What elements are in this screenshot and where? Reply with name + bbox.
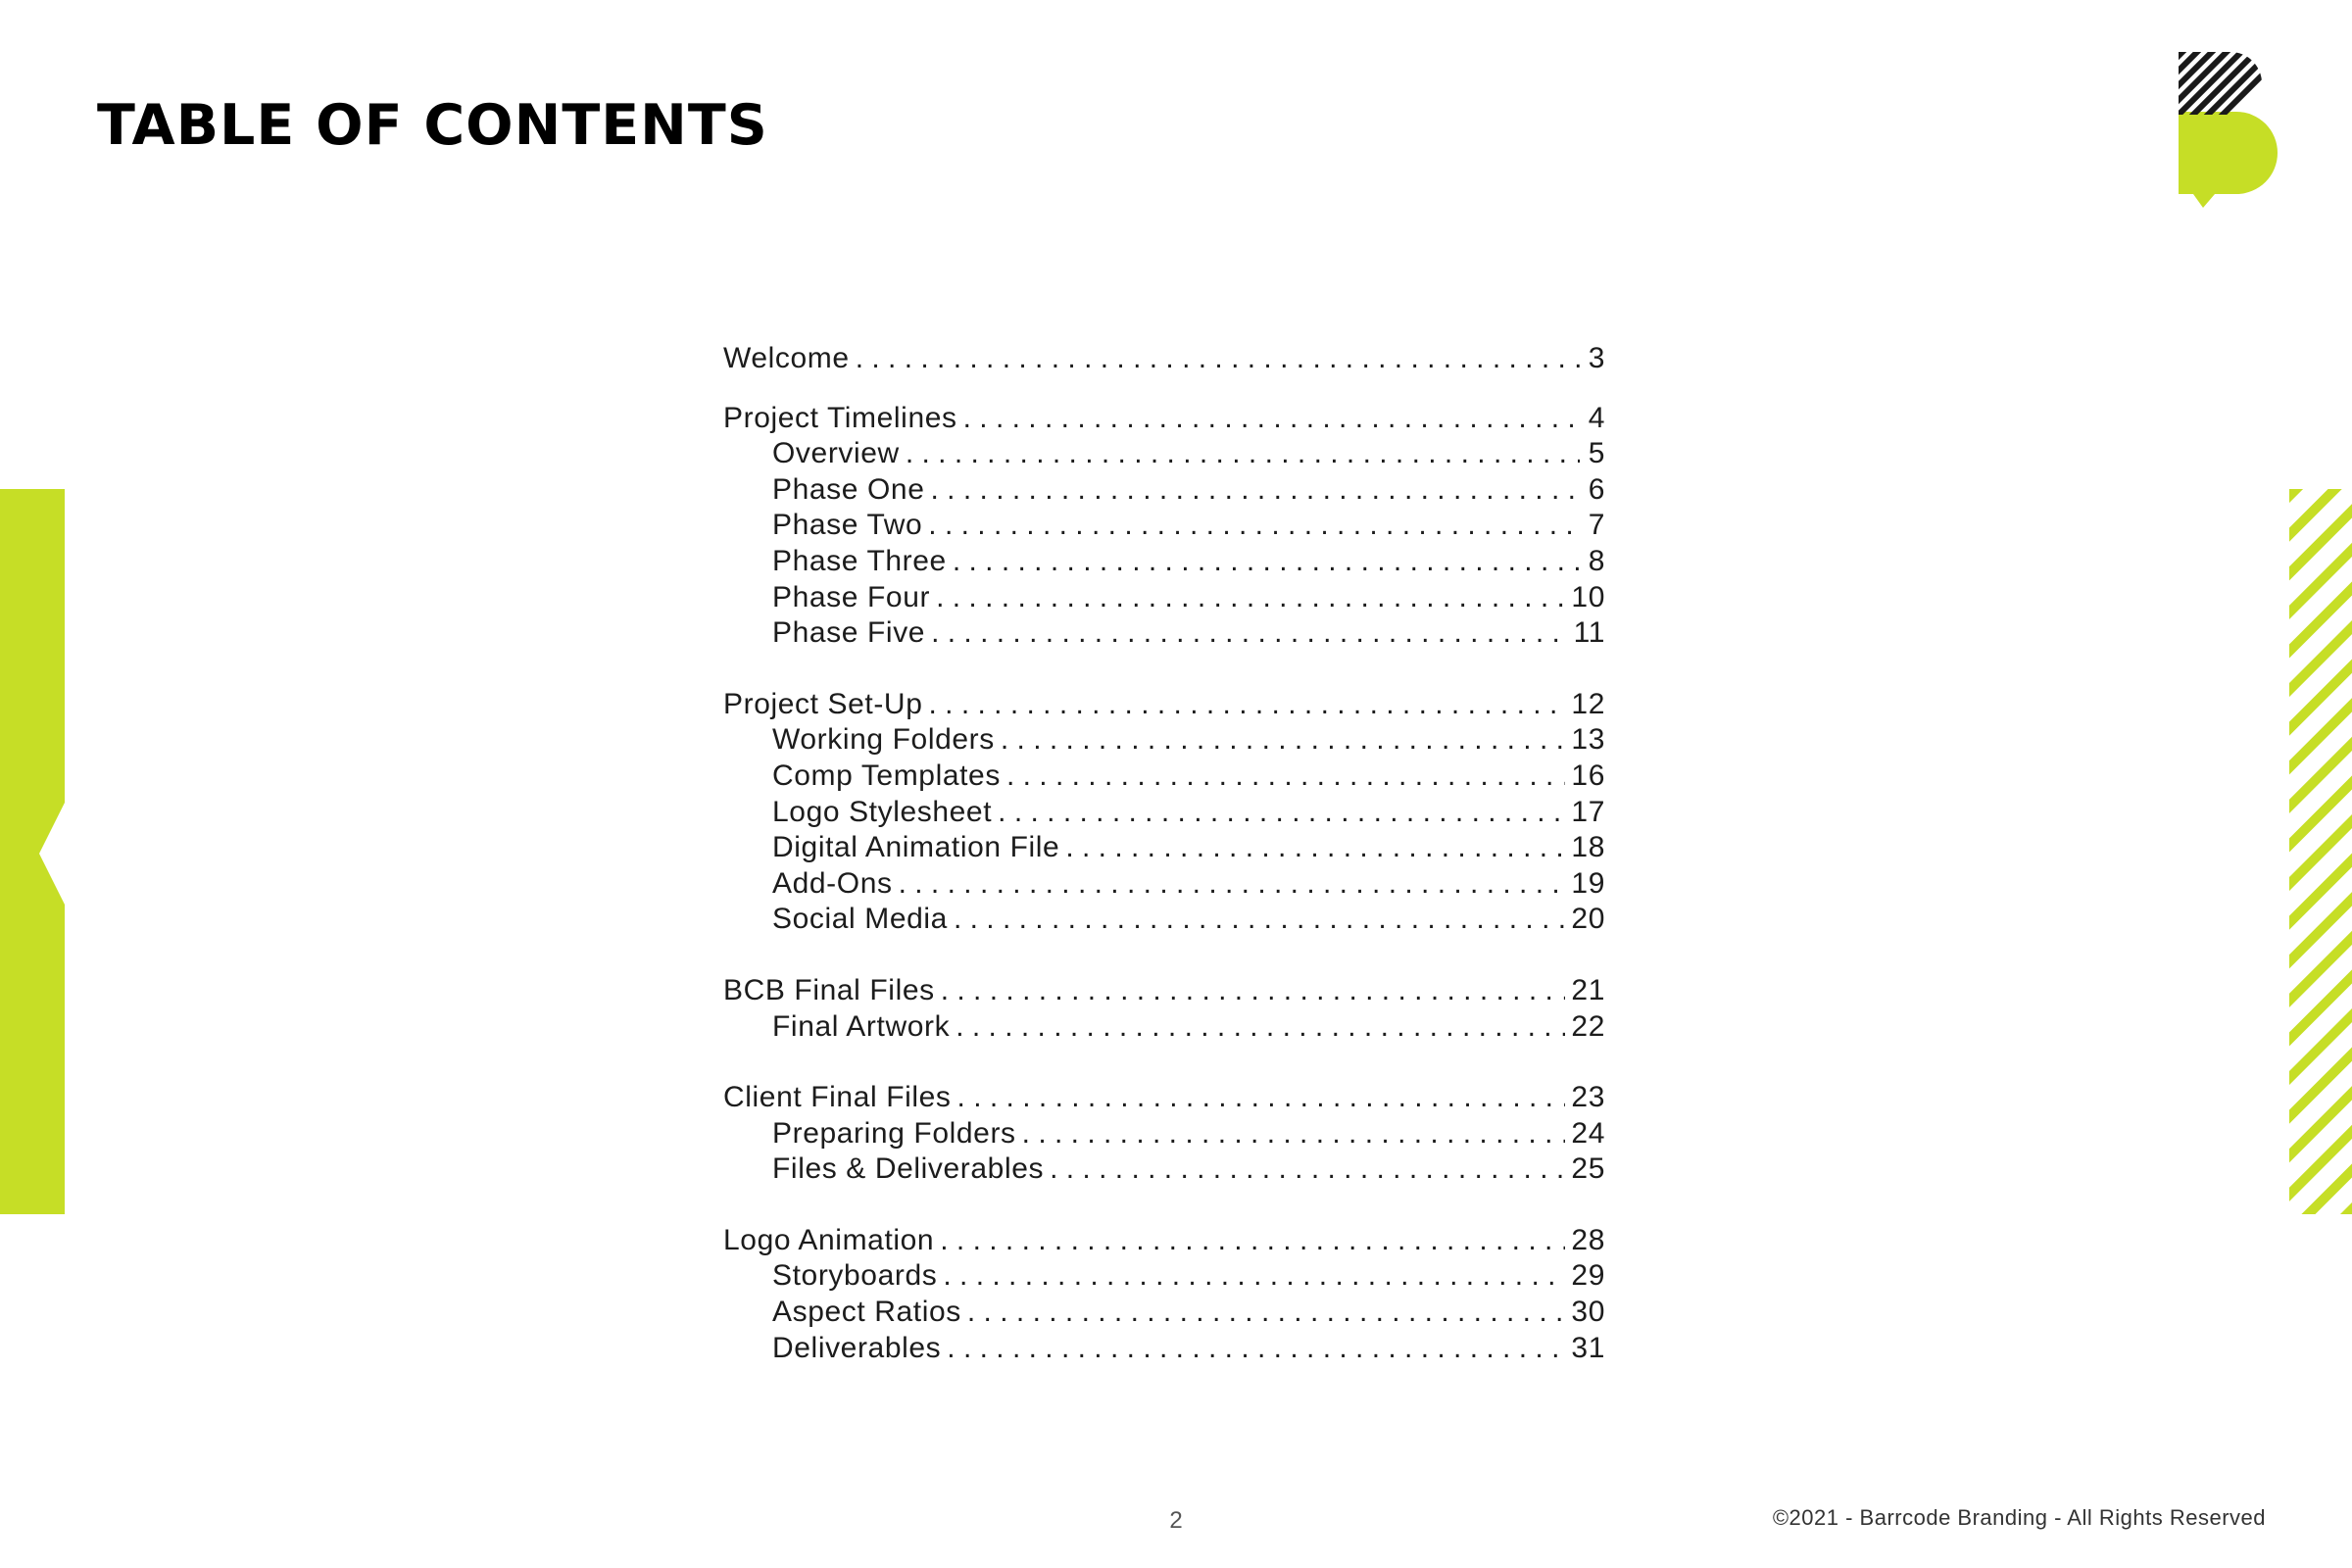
toc-dot-leader xyxy=(1022,1116,1566,1152)
toc-entry-bcb-final-files[interactable] xyxy=(723,973,1605,1009)
toc-entry-label: Client Final Files xyxy=(723,1081,952,1114)
toc-dot-leader xyxy=(1001,722,1566,759)
toc-entry-page: 29 xyxy=(1571,1259,1605,1293)
toc-entry-page: 11 xyxy=(1573,616,1605,650)
left-accent-tab xyxy=(0,489,65,1214)
toc-entry-label: Overview xyxy=(772,437,900,470)
toc-entry-label: Final Artwork xyxy=(772,1009,951,1043)
toc-entry-phase-four[interactable] xyxy=(723,580,1605,616)
toc-entry-phase-two[interactable] xyxy=(723,508,1605,544)
toc-dot-leader xyxy=(931,615,1568,652)
toc-entry-label: Comp Templates xyxy=(772,759,1001,792)
toc-entry-page: 31 xyxy=(1571,1331,1605,1364)
toc-entry-label: Project Set-Up xyxy=(723,687,923,720)
toc-entry-storyboards[interactable] xyxy=(723,1258,1605,1295)
toc-entry-page: 8 xyxy=(1588,544,1605,577)
toc-dot-leader xyxy=(963,401,1580,437)
toc-dot-leader xyxy=(928,508,1580,544)
toc-entry-project-timelines[interactable] xyxy=(723,401,1605,437)
toc-entry-preparing-folders[interactable] xyxy=(723,1116,1605,1152)
toc-entry-working-folders[interactable] xyxy=(723,722,1605,759)
toc-entry-project-set-up[interactable] xyxy=(723,687,1605,723)
toc-entry-label: Add-Ons xyxy=(772,866,893,900)
toc-dot-leader xyxy=(1065,830,1565,866)
barrcode-b-logo-icon xyxy=(2176,49,2278,211)
toc-entry-logo-stylesheet[interactable] xyxy=(723,795,1605,831)
toc-entry-page: 18 xyxy=(1571,831,1605,864)
toc-entry-comp-templates[interactable] xyxy=(723,759,1605,795)
toc-dot-leader xyxy=(928,687,1565,723)
toc-entry-label: Preparing Folders xyxy=(772,1116,1016,1150)
toc-entry-page: 12 xyxy=(1571,687,1605,720)
toc-entry-label: Logo Animation xyxy=(723,1223,935,1256)
toc-entry-page: 4 xyxy=(1588,401,1605,434)
toc-entry-label: Aspect Ratios xyxy=(772,1296,961,1329)
toc-entry-label: Phase Four xyxy=(772,580,931,613)
toc-entry-overview[interactable] xyxy=(723,436,1605,472)
toc-entry-logo-animation[interactable] xyxy=(723,1223,1605,1259)
toc-entry-label: Phase One xyxy=(772,472,925,506)
toc-dot-leader xyxy=(1006,759,1565,795)
toc-entry-label: Files & Deliverables xyxy=(772,1152,1045,1186)
toc-entry-page: 17 xyxy=(1571,795,1605,828)
toc-entry-welcome[interactable] xyxy=(723,341,1605,377)
toc-entry-page: 3 xyxy=(1588,342,1605,374)
toc-dot-leader xyxy=(906,436,1580,472)
copyright-notice: ©2021 - Barrcode Branding - All Rights Reserved xyxy=(1772,1505,2266,1530)
toc-entry-page: 10 xyxy=(1571,580,1605,613)
toc-entry-page: 5 xyxy=(1588,437,1605,470)
toc-entry-label: Welcome xyxy=(723,342,850,374)
toc-entry-add-ons[interactable] xyxy=(723,866,1605,903)
toc-entry-label: Social Media xyxy=(772,903,948,936)
table-of-contents xyxy=(723,341,1605,1366)
toc-entry-social-media[interactable] xyxy=(723,902,1605,938)
toc-entry-page: 7 xyxy=(1588,509,1605,542)
toc-entry-label: Working Folders xyxy=(772,723,995,757)
toc-dot-leader xyxy=(956,1009,1565,1046)
toc-dot-leader xyxy=(957,1080,1566,1116)
toc-entry-label: Phase Three xyxy=(772,544,947,577)
toc-entry-page: 6 xyxy=(1588,472,1605,506)
toc-entry-phase-five[interactable] xyxy=(723,615,1605,652)
toc-entry-page: 13 xyxy=(1571,723,1605,757)
toc-entry-page: 21 xyxy=(1571,973,1605,1006)
toc-dot-leader xyxy=(967,1295,1566,1331)
toc-entry-files-and-deliverables[interactable] xyxy=(723,1152,1605,1188)
toc-entry-label: Phase Two xyxy=(772,509,923,542)
toc-entry-final-artwork[interactable] xyxy=(723,1009,1605,1046)
toc-dot-leader xyxy=(941,973,1566,1009)
toc-dot-leader xyxy=(931,472,1580,509)
toc-entry-label: BCB Final Files xyxy=(723,973,935,1006)
toc-entry-page: 30 xyxy=(1571,1296,1605,1329)
toc-entry-phase-one[interactable] xyxy=(723,472,1605,509)
toc-dot-leader xyxy=(998,795,1565,831)
toc-entry-client-final-files[interactable] xyxy=(723,1080,1605,1116)
toc-dot-leader xyxy=(953,544,1580,580)
toc-entry-page: 22 xyxy=(1571,1009,1605,1043)
toc-dot-leader xyxy=(940,1223,1565,1259)
toc-dot-leader xyxy=(899,866,1566,903)
toc-entry-label: Digital Animation File xyxy=(772,831,1060,864)
toc-dot-leader xyxy=(1050,1152,1565,1188)
toc-entry-page: 28 xyxy=(1571,1223,1605,1256)
toc-entry-label: Storyboards xyxy=(772,1259,938,1293)
toc-dot-leader xyxy=(943,1258,1565,1295)
toc-entry-phase-three[interactable] xyxy=(723,544,1605,580)
page-number: 2 xyxy=(1169,1507,1183,1534)
toc-dot-leader xyxy=(856,341,1580,377)
toc-dot-leader xyxy=(947,1331,1565,1367)
toc-entry-page: 20 xyxy=(1571,903,1605,936)
toc-entry-aspect-ratios[interactable] xyxy=(723,1295,1605,1331)
toc-entry-page: 24 xyxy=(1571,1116,1605,1150)
toc-entry-label: Deliverables xyxy=(772,1331,942,1364)
toc-entry-page: 19 xyxy=(1571,866,1605,900)
toc-entry-page: 23 xyxy=(1571,1081,1605,1114)
toc-entry-deliverables[interactable] xyxy=(723,1331,1605,1367)
right-stripe-pattern xyxy=(2289,489,2352,1214)
toc-entry-page: 16 xyxy=(1571,759,1605,792)
page-title: TABLE OF CONTENTS xyxy=(97,93,768,158)
toc-entry-label: Logo Stylesheet xyxy=(772,795,993,828)
toc-dot-leader xyxy=(954,902,1565,938)
toc-entry-label: Project Timelines xyxy=(723,401,957,434)
toc-entry-digital-animation-file[interactable] xyxy=(723,830,1605,866)
toc-dot-leader xyxy=(936,580,1565,616)
toc-entry-label: Phase Five xyxy=(772,616,926,650)
toc-entry-page: 25 xyxy=(1571,1152,1605,1186)
